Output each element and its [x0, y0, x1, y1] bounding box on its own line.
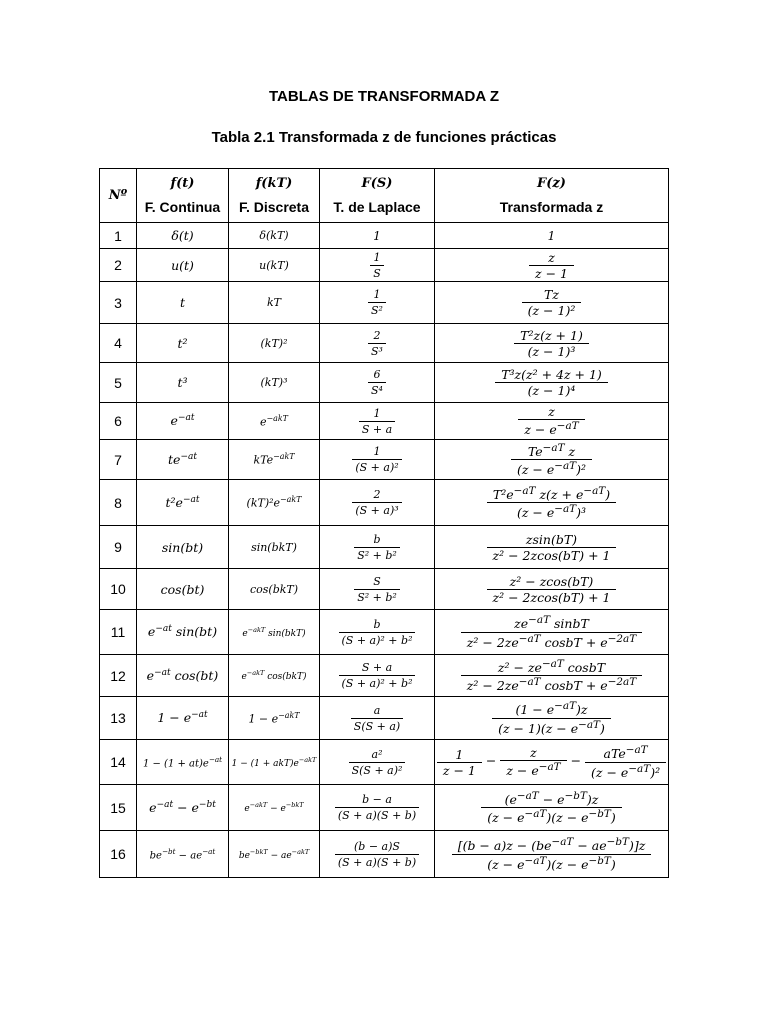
- table-row: [100, 363, 669, 403]
- laplace-transform-cell: 1: [320, 223, 435, 249]
- discrete-function-cell: $e^{-akT}$ cos(bkT): [229, 655, 320, 697]
- discrete-function-cell: δ(kT): [229, 223, 320, 249]
- row-number: 7: [100, 440, 137, 480]
- z-transform-cell: 1: [435, 223, 669, 249]
- continuous-function-cell: $e^{-at}$: [137, 403, 229, 440]
- table-row: [100, 785, 669, 831]
- z-transform-cell: $\frac{Tz}{\text{(z − 1)²}}$: [435, 282, 669, 324]
- discrete-function-cell: $e^{-akT}$ sin(bkT): [229, 610, 320, 655]
- table-row: [100, 480, 669, 526]
- discrete-function-cell: cos(bkT): [229, 569, 320, 610]
- table-row: [100, 697, 669, 740]
- laplace-transform-cell: $\frac{1}{S}$: [320, 249, 435, 282]
- laplace-transform-cell: $\frac{1}{\text{(S + a)²}}$: [320, 440, 435, 480]
- row-number: 12: [100, 655, 137, 697]
- row-number: 2: [100, 249, 137, 282]
- table-row: [100, 569, 669, 610]
- table-row: [100, 655, 669, 697]
- continuous-function-cell: $e^{-at}$ sin(bt): [137, 610, 229, 655]
- z-transform-table: [99, 168, 669, 878]
- discrete-function-cell: $(kT)^2e^{-akT}$: [229, 480, 320, 526]
- row-number: 11: [100, 610, 137, 655]
- table-row: [100, 324, 669, 363]
- row-number: 10: [100, 569, 137, 610]
- continuous-function-cell: t: [137, 282, 229, 324]
- discrete-function-cell: $1 - e^{-akT}$: [229, 697, 320, 740]
- laplace-transform-cell: $\frac{\text{a²}}{\text{S(S + a)²}}$: [320, 740, 435, 785]
- z-transform-cell: $\frac{(1 - e^{-aT})z}{(z - 1)(z - e^{-aT})}$: [435, 697, 669, 740]
- continuous-function-cell: t²: [137, 324, 229, 363]
- header-z-transform: F(z) Transformada z: [435, 169, 669, 223]
- z-transform-cell: $\frac{ze^{-aT} sinbT}{z^2 - 2ze^{-aT} cosbT + e^{-2aT}}$: [435, 610, 669, 655]
- table-row: [100, 526, 669, 569]
- z-transform-cell: $\frac{\text{T³z(z² + 4z + 1)}}{\text{(z − 1)⁴}}$: [435, 363, 669, 403]
- z-transform-cell: $\frac{[(b - a)z - (be^{-aT} - ae^{-bT})]z}{(z - e^{-aT})(z - e^{-bT})}$: [435, 831, 669, 878]
- discrete-function-cell: $1 - (1 + akT)e^{-akT}$: [229, 740, 320, 785]
- continuous-function-cell: $1 - e^{-at}$: [137, 697, 229, 740]
- z-transform-cell: $\frac{z^2 - ze^{-aT} cosbT}{z^2 - 2ze^{-aT} cosbT + e^{-2aT}}$: [435, 655, 669, 697]
- document-title: TABLAS DE TRANSFORMADA Z: [269, 88, 499, 105]
- header-number: Nº: [100, 169, 137, 223]
- header-laplace: F(S) T. de Laplace: [320, 169, 435, 223]
- laplace-transform-cell: $\frac{2}{\text{(S + a)³}}$: [320, 480, 435, 526]
- discrete-function-cell: kTe$^{-akT}$: [229, 440, 320, 480]
- continuous-function-cell: $1 - (1 + at)e^{-at}$: [137, 740, 229, 785]
- row-number: 13: [100, 697, 137, 740]
- z-transform-cell: $\frac{z}{z - 1}$: [435, 249, 669, 282]
- table-row: [100, 440, 669, 480]
- laplace-transform-cell: $\frac{b}{\text{(S + a)² + b²}}$: [320, 610, 435, 655]
- discrete-function-cell: kT: [229, 282, 320, 324]
- row-number: 8: [100, 480, 137, 526]
- continuous-function-cell: $t^2e^{-at}$: [137, 480, 229, 526]
- z-transform-cell: $\frac{T^2e^{-aT} z(z + e^{-aT})}{(z - e^{-aT})^3}$: [435, 480, 669, 526]
- continuous-function-cell: cos(bt): [137, 569, 229, 610]
- discrete-function-cell: $e^{-akT}$: [229, 403, 320, 440]
- z-transform-cell: $\frac{Te^{-aT} z}{(z - e^{-aT})^2}$: [435, 440, 669, 480]
- row-number: 15: [100, 785, 137, 831]
- z-transform-cell: $\frac{(e^{-aT} - e^{-bT})z}{(z - e^{-aT})(z - e^{-bT})}$: [435, 785, 669, 831]
- laplace-transform-cell: $\frac{(b - a)S}{(S + a)(S + b)}$: [320, 831, 435, 878]
- row-number: 4: [100, 324, 137, 363]
- discrete-function-cell: u(kT): [229, 249, 320, 282]
- discrete-function-cell: $be^{-bkT} - ae^{-akT}$: [229, 831, 320, 878]
- laplace-transform-cell: $\frac{1}{S + a}$: [320, 403, 435, 440]
- continuous-function-cell: $te^{-at}$: [137, 440, 229, 480]
- z-transform-cell: $\frac{\text{z² − zcos(bT)}}{\text{z² − 2zcos(bT) + 1}}$: [435, 569, 669, 610]
- row-number: 1: [100, 223, 137, 249]
- z-transform-cell: $\frac{zsin(bT)}{\text{z² − 2zcos(bT) + 1}}$: [435, 526, 669, 569]
- table-row: [100, 831, 669, 878]
- header-discrete: f(kT) F. Discreta: [229, 169, 320, 223]
- laplace-transform-cell: $\frac{b}{\text{S² + b²}}$: [320, 526, 435, 569]
- continuous-function-cell: $e^{-at} - e^{-bt}$: [137, 785, 229, 831]
- continuous-function-cell: t³: [137, 363, 229, 403]
- laplace-transform-cell: $\frac{S + a}{\text{(S + a)² + b²}}$: [320, 655, 435, 697]
- row-number: 14: [100, 740, 137, 785]
- laplace-transform-cell: $\frac{S}{\text{S² + b²}}$: [320, 569, 435, 610]
- discrete-function-cell: (kT)²: [229, 324, 320, 363]
- discrete-function-cell: sin(bkT): [229, 526, 320, 569]
- continuous-function-cell: u(t): [137, 249, 229, 282]
- table-row: [100, 249, 669, 282]
- table-row: [100, 740, 669, 785]
- table-row: [100, 403, 669, 440]
- header-row: [100, 169, 669, 223]
- row-number: 3: [100, 282, 137, 324]
- laplace-transform-cell: $\frac{1}{\text{S²}}$: [320, 282, 435, 324]
- continuous-function-cell: $be^{-bt} - ae^{-at}$: [137, 831, 229, 878]
- laplace-transform-cell: $\frac{a}{S(S + a)}$: [320, 697, 435, 740]
- discrete-function-cell: $e^{-akT} - e^{-bkT}$: [229, 785, 320, 831]
- laplace-transform-cell: $\frac{b - a}{(S + a)(S + b)}$: [320, 785, 435, 831]
- continuous-function-cell: sin(bt): [137, 526, 229, 569]
- table-row: [100, 282, 669, 324]
- discrete-function-cell: (kT)³: [229, 363, 320, 403]
- row-number: 9: [100, 526, 137, 569]
- table-row: [100, 223, 669, 249]
- continuous-function-cell: $e^{-at}$ cos(bt): [137, 655, 229, 697]
- z-transform-cell: $\frac{z}{z - e^{-aT}}$: [435, 403, 669, 440]
- continuous-function-cell: δ(t): [137, 223, 229, 249]
- laplace-transform-cell: $\frac{6}{\text{S⁴}}$: [320, 363, 435, 403]
- z-transform-cell: $\frac{1}{z - 1}$ − $\frac{z}{z - e^{-aT}}$ − $\frac{aTe^{-aT}}{(z - e^{-aT})^2}$: [435, 740, 669, 785]
- laplace-transform-cell: $\frac{2}{\text{S³}}$: [320, 324, 435, 363]
- table-title: Tabla 2.1 Transformada z de funciones prácticas: [211, 129, 557, 146]
- row-number: 16: [100, 831, 137, 878]
- z-transform-cell: $\frac{\text{T²z(z + 1)}}{\text{(z − 1)³}}$: [435, 324, 669, 363]
- table-row: [100, 610, 669, 655]
- header-continuous: f(t) F. Continua: [137, 169, 229, 223]
- row-number: 5: [100, 363, 137, 403]
- table-body: [100, 223, 669, 878]
- row-number: 6: [100, 403, 137, 440]
